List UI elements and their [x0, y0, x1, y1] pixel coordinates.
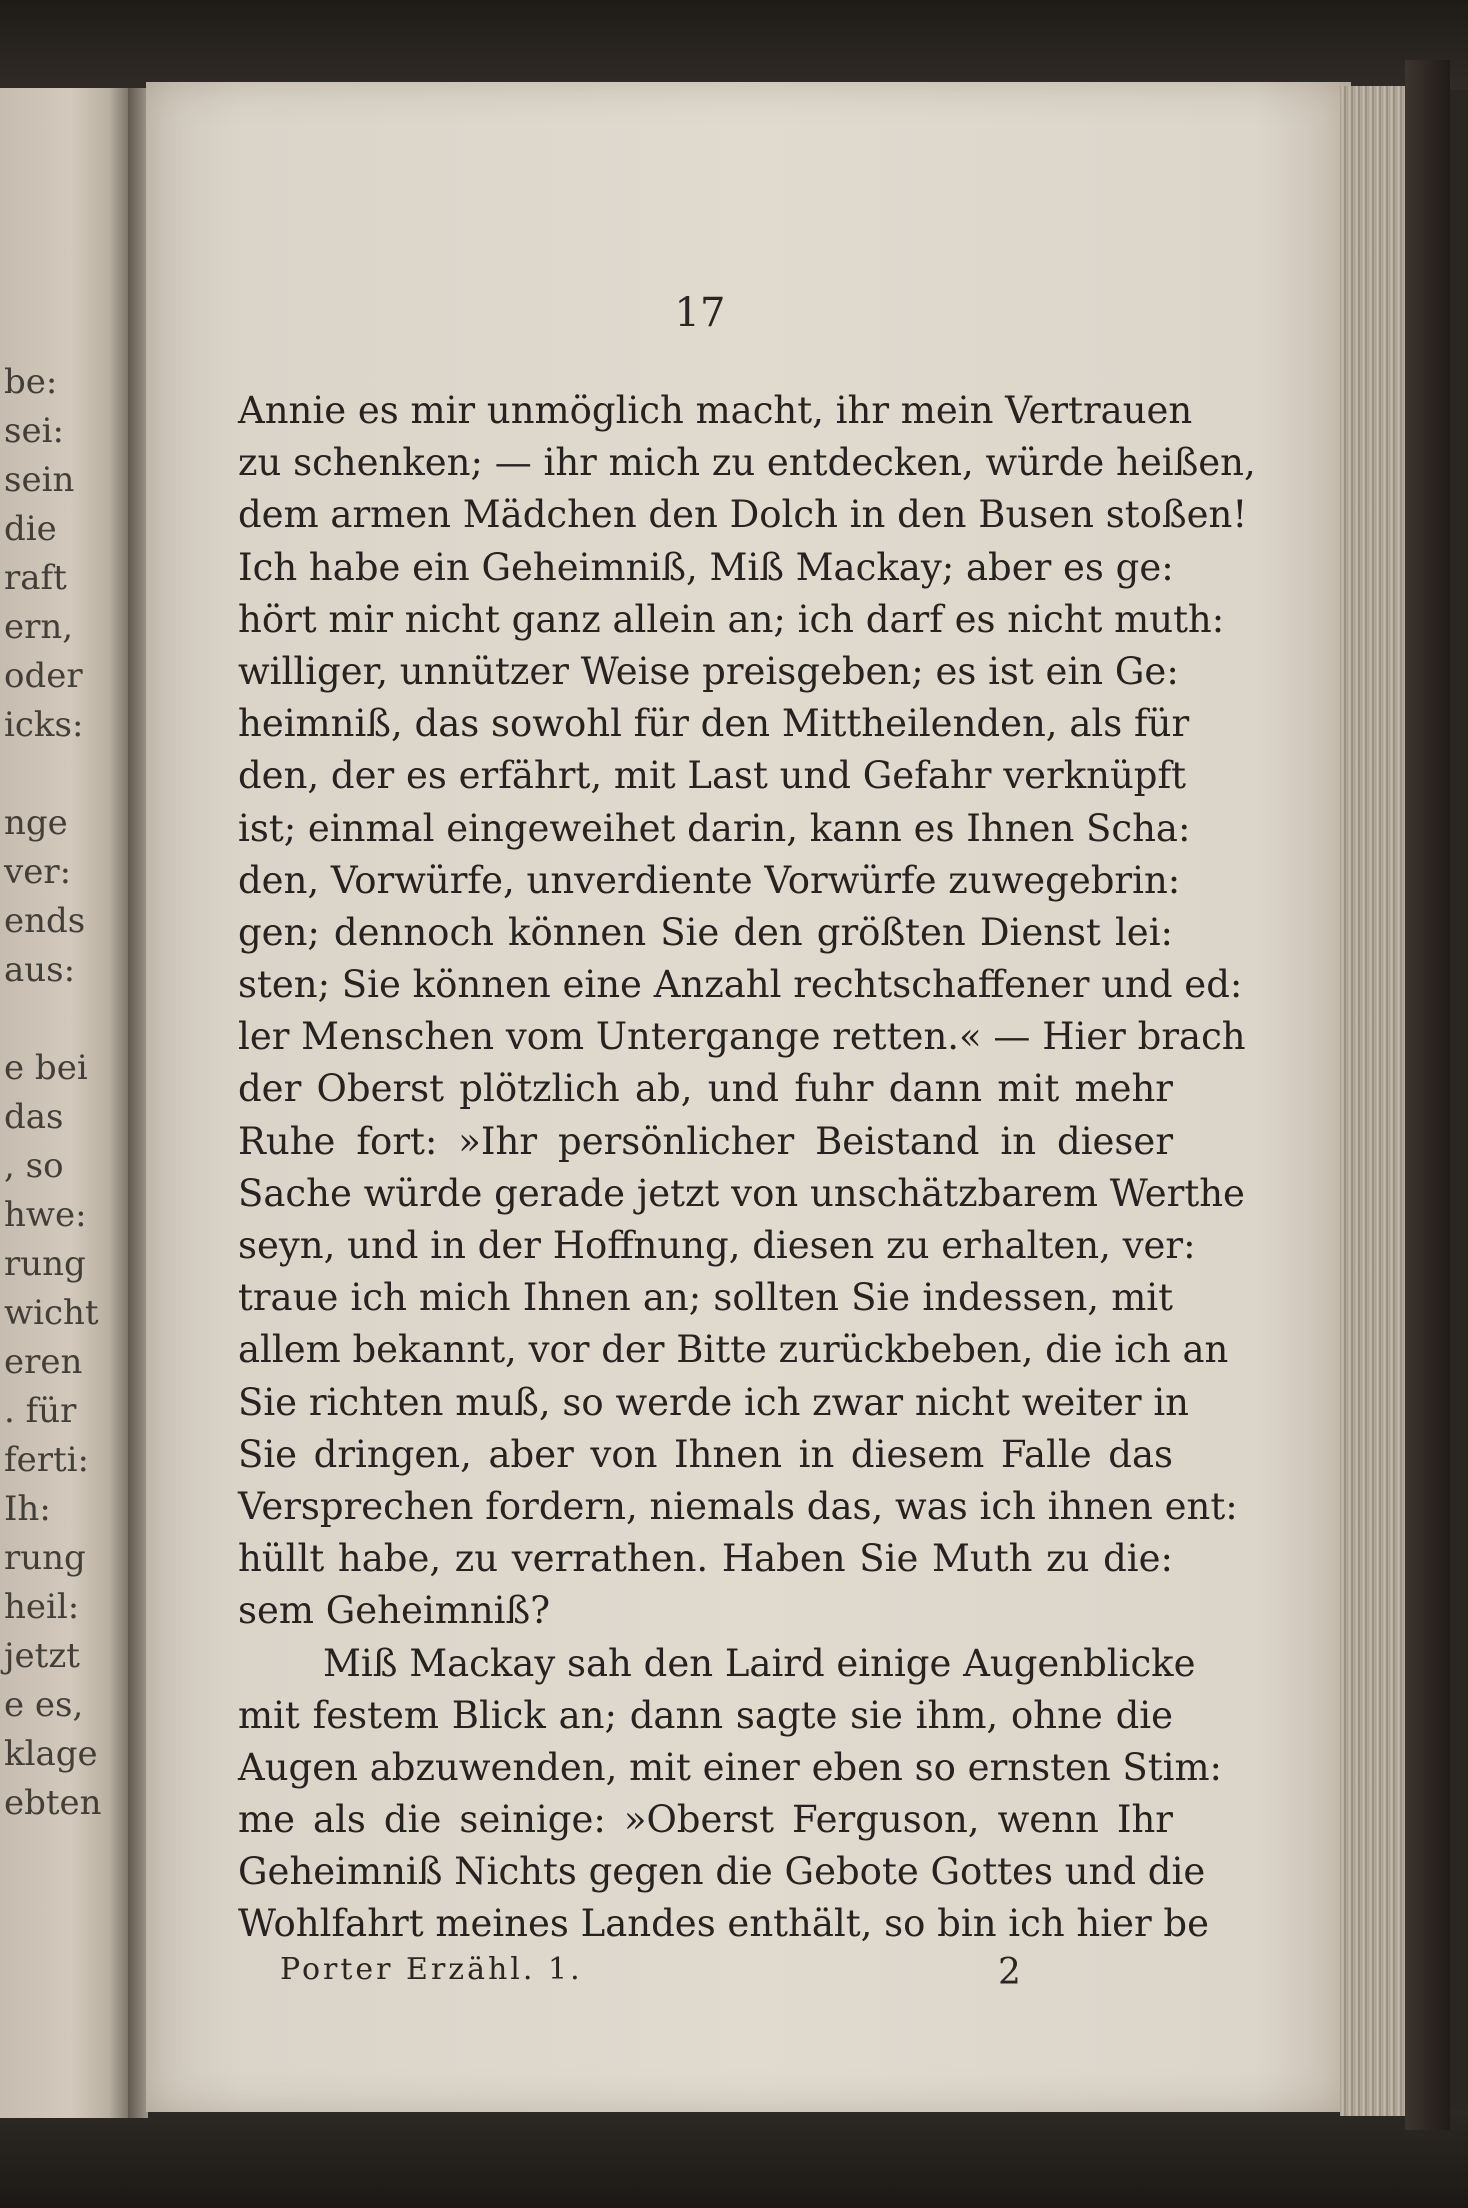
text-line: Sie richten muß, so werde ich zwar nicht weiter in	[238, 1380, 1189, 1424]
left-page-fragment: rung	[4, 1244, 86, 1284]
text-line: Sie dringen, aber von Ihnen in diesem Falle das	[238, 1432, 1173, 1476]
text-line: allem bekannt, vor der Bitte zurückbeben, die ich an	[238, 1328, 1229, 1372]
page-number: 17	[674, 290, 726, 336]
left-page-fragment: icks:	[4, 705, 84, 745]
left-page-fragment: ends	[4, 901, 86, 941]
left-page-fragment: klage	[4, 1734, 98, 1774]
left-page-fragment: ebten	[4, 1783, 102, 1823]
text-line: dem armen Mädchen den Dolch in den Busen stoßen!	[238, 493, 1248, 537]
text-line: hört mir nicht ganz allein an; ich darf es nicht muth:	[238, 597, 1225, 641]
text-line: Ich habe ein Geheimniß, Miß Mackay; aber es ge:	[238, 545, 1174, 589]
book-cover-edge	[1405, 60, 1450, 2130]
text-line: Sache würde gerade jetzt von unschätzbarem Werthe	[238, 1171, 1245, 1215]
left-page-fragment: hwe:	[4, 1195, 87, 1235]
footer-sheet-number: 2	[998, 1952, 1021, 1993]
page-footer	[280, 1952, 1040, 2002]
book-gutter	[128, 88, 148, 2118]
left-page-fragment: ern,	[4, 607, 74, 647]
left-page-fragment	[4, 995, 64, 1044]
left-page-fragment: jetzt	[4, 1636, 80, 1676]
text-line: zu schenken; — ihr mich zu entdecken, würde heißen,	[238, 441, 1256, 485]
text-line: der Oberst plötzlich ab, und fuhr dann mit mehr	[238, 1067, 1173, 1111]
text-line: den, der es erfährt, mit Last und Gefahr verknüpft	[238, 754, 1187, 798]
left-page-fragment: e bei	[4, 1048, 88, 1088]
background-top	[0, 0, 1468, 90]
text-line: hüllt habe, zu verrathen. Haben Sie Muth zu die:	[238, 1537, 1173, 1581]
left-page-fragment: die	[4, 509, 57, 549]
text-line: seyn, und in der Hoffnung, diesen zu erhalten, ver:	[238, 1224, 1196, 1267]
text-line: Geheimniß Nichts gegen die Gebote Gottes und die	[238, 1850, 1206, 1894]
left-page-fragment: aus:	[4, 950, 76, 990]
left-page-fragment: eren	[4, 1342, 83, 1382]
text-line: me als die seinige: »Oberst Ferguson, wenn Ihr	[238, 1798, 1173, 1842]
left-page-fragment: heil:	[4, 1587, 80, 1627]
left-page	[0, 88, 128, 2118]
left-page-fragment: ferti:	[4, 1440, 89, 1480]
left-page-fragment: das	[4, 1097, 64, 1137]
left-page-fragment	[4, 750, 64, 799]
page-edges	[1340, 86, 1412, 2116]
text-line: williger, unnützer Weise preisgeben; es ist ein Ge:	[238, 649, 1179, 693]
left-page-fragment: be:	[4, 362, 58, 402]
text-line: ist; einmal eingeweihet darin, kann es Ihnen Scha:	[238, 806, 1191, 850]
text-line: Augen abzuwenden, mit einer eben so ernsten Stim:	[238, 1745, 1223, 1789]
left-page-fragment: e es,	[4, 1685, 84, 1725]
left-page-fragment: . für	[4, 1391, 77, 1431]
left-page-fragment: sei:	[4, 411, 64, 451]
text-line: heimniß, das sowohl für den Mittheilenden, als für	[238, 702, 1190, 746]
text-line: traue ich mich Ihnen an; sollten Sie indessen, mit	[238, 1276, 1173, 1320]
footer-signature: Porter Erzähl. 1.	[280, 1952, 583, 1987]
left-page-fragment: , so	[4, 1146, 64, 1186]
background-bottom	[0, 2110, 1468, 2208]
left-page-fragment: oder	[4, 656, 83, 696]
left-page-fragment: rung	[4, 1538, 86, 1578]
text-line: mit festem Blick an; dann sagte sie ihm, ohne die	[238, 1693, 1173, 1737]
text-line: sem Geheimniß?	[238, 1589, 551, 1633]
left-page-text-fragments	[4, 358, 102, 1828]
text-line: sten; Sie können eine Anzahl rechtschaffener und ed:	[238, 963, 1243, 1007]
left-page-fragment: wicht	[4, 1293, 99, 1333]
left-page-fragment: nge	[4, 803, 68, 843]
text-line: Miß Mackay sah den Laird einige Augenblicke	[323, 1641, 1196, 1685]
text-line: ler Menschen vom Untergange retten.« — Hier brach	[238, 1015, 1246, 1059]
text-line: Annie es mir unmöglich macht, ihr mein Vertrauen	[238, 389, 1193, 432]
left-page-fragment: raft	[4, 558, 67, 598]
text-line: Versprechen fordern, niemals das, was ich ihnen ent:	[238, 1484, 1238, 1528]
left-page-fragment: ver:	[4, 852, 72, 892]
text-line: gen; dennoch können Sie den größten Dienst lei:	[238, 910, 1173, 954]
text-line: Ruhe fort: »Ihr persönlicher Beistand in dieser	[238, 1119, 1173, 1163]
left-page-fragment: Ih:	[4, 1489, 51, 1529]
body-text	[238, 385, 1256, 1951]
text-line: Wohlfahrt meines Landes enthält, so bin ich hier be	[238, 1902, 1210, 1946]
text-line: den, Vorwürfe, unverdiente Vorwürfe zuwegebrin:	[238, 858, 1181, 902]
left-page-fragment: sein	[4, 460, 75, 500]
